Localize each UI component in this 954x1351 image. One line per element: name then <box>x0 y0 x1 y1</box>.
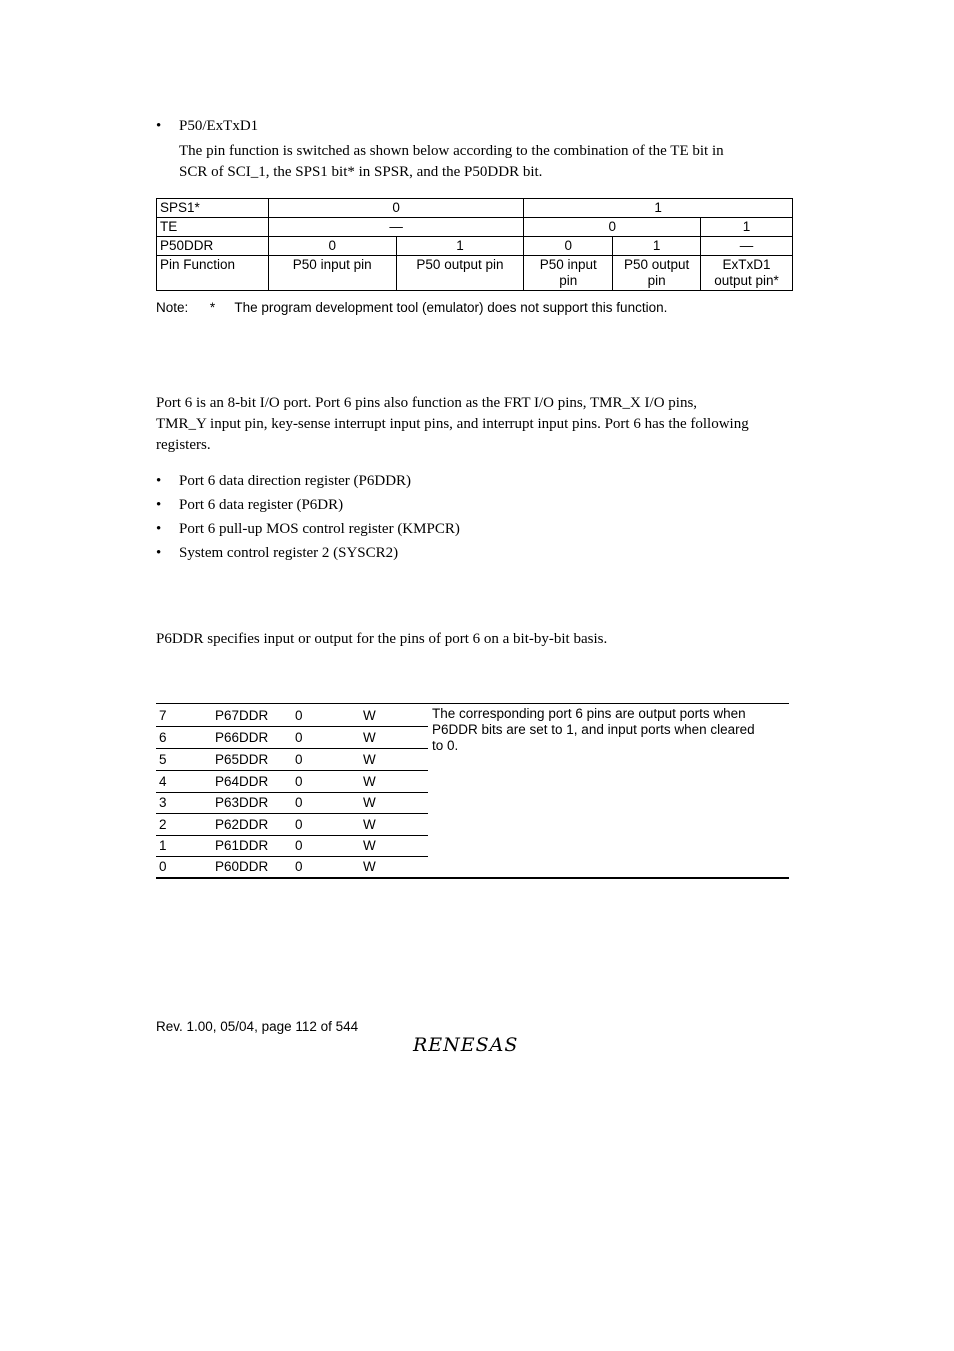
pin-function-table <box>156 198 793 291</box>
row-label-te: TE <box>157 218 269 237</box>
ddr-table-bottom-rule <box>156 877 789 879</box>
ddr-description-line: P6DDR bits are set to 1, and input ports when cleared <box>432 722 755 737</box>
table-cell <box>701 256 793 291</box>
bullet-icon: • <box>156 521 162 537</box>
table-cell: 0 <box>524 218 701 237</box>
row-label-sps1: SPS1* <box>157 199 269 218</box>
bit-number: 2 <box>159 817 167 832</box>
pin-description-line-1: The pin function is switched as shown below according to the combination of the TE bit in <box>179 143 724 159</box>
initial-value: 0 <box>295 774 303 789</box>
row-label-pin-function: Pin Function <box>157 256 269 291</box>
ddr-table-top-rule <box>156 703 789 704</box>
bullet-icon: • <box>156 497 162 513</box>
cell-line: P50 output <box>623 257 690 272</box>
table-note <box>156 300 667 315</box>
table-cell: 1 <box>396 237 524 256</box>
bullet-icon: • <box>156 545 162 561</box>
bit-name: P67DDR <box>215 708 269 723</box>
read-write: W <box>363 752 376 767</box>
table-row <box>157 199 793 218</box>
port6-line-2: TMR_Y input pin, key-sense interrupt input pins, and interrupt input pins. Port 6 has the following <box>156 416 749 432</box>
read-write: W <box>363 817 376 832</box>
read-write: W <box>363 859 376 874</box>
bit-name: P66DDR <box>215 730 269 745</box>
register-item: Port 6 data register (P6DR) <box>179 497 344 513</box>
table-cell: — <box>268 218 524 237</box>
read-write: W <box>363 774 376 789</box>
table-cell: P50 input pin <box>268 256 396 291</box>
pin-title: P50/ExTxD1 <box>179 118 259 134</box>
ddr-description-line: The corresponding port 6 pins are output ports when <box>432 706 746 721</box>
table-row <box>156 771 428 793</box>
table-row <box>156 727 428 749</box>
table-cell: — <box>701 237 793 256</box>
initial-value: 0 <box>295 730 303 745</box>
renesas-logo: RENESAS <box>413 1034 519 1056</box>
port6-line-3: registers. <box>156 437 211 453</box>
table-row <box>157 218 793 237</box>
bit-name: P60DDR <box>215 859 269 874</box>
ddr-description-line: to 0. <box>432 738 459 753</box>
cell-line: pin <box>647 273 666 288</box>
row-label-p50ddr: P50DDR <box>157 237 269 256</box>
table-row <box>156 835 428 857</box>
bit-number: 7 <box>159 708 167 723</box>
page-footer-info: Rev. 1.00, 05/04, page 112 of 544 <box>156 1019 359 1034</box>
table-row <box>157 256 793 291</box>
initial-value: 0 <box>295 752 303 767</box>
bullet-icon: • <box>156 473 162 489</box>
bit-name: P65DDR <box>215 752 269 767</box>
table-cell <box>613 256 701 291</box>
pin-description-line-2: SCR of SCI_1, the SPS1 bit* in SPSR, and the P50DDR bit. <box>179 164 543 180</box>
cell-line: ExTxD1 <box>722 257 771 272</box>
table-cell: 0 <box>268 237 396 256</box>
register-item: Port 6 pull-up MOS control register (KMPCR) <box>179 521 460 537</box>
bit-name: P63DDR <box>215 795 269 810</box>
bit-number: 0 <box>159 859 167 874</box>
table-cell: 1 <box>701 218 793 237</box>
table-row <box>156 705 428 727</box>
bit-number: 6 <box>159 730 167 745</box>
table-row <box>156 749 428 771</box>
ddr-description <box>432 706 755 754</box>
table-cell: 0 <box>268 199 524 218</box>
initial-value: 0 <box>295 708 303 723</box>
bit-number: 3 <box>159 795 167 810</box>
table-cell: 1 <box>613 237 701 256</box>
initial-value: 0 <box>295 859 303 874</box>
bit-name: P64DDR <box>215 774 269 789</box>
register-item: System control register 2 (SYSCR2) <box>179 545 399 561</box>
cell-line: P50 input <box>539 257 597 272</box>
bit-number: 4 <box>159 774 167 789</box>
note-label: Note: <box>156 300 189 315</box>
read-write: W <box>363 708 376 723</box>
read-write: W <box>363 795 376 810</box>
note-mark: * <box>209 300 216 315</box>
table-row <box>156 814 428 836</box>
bit-number: 5 <box>159 752 167 767</box>
bit-name: P62DDR <box>215 817 269 832</box>
read-write: W <box>363 838 376 853</box>
table-row <box>156 856 428 877</box>
table-cell <box>524 256 613 291</box>
port6-line-1: Port 6 is an 8-bit I/O port. Port 6 pins also function as the FRT I/O pins, TMR_X I/O pins, <box>156 395 698 411</box>
note-text: The program development tool (emulator) does not support this function. <box>234 300 668 315</box>
table-row <box>156 792 428 814</box>
table-cell: 0 <box>524 237 613 256</box>
p6ddr-description: P6DDR specifies input or output for the pins of port 6 on a bit-by-bit basis. <box>156 631 608 647</box>
cell-line: pin <box>559 273 578 288</box>
table-cell: 1 <box>524 199 793 218</box>
initial-value: 0 <box>295 838 303 853</box>
initial-value: 0 <box>295 817 303 832</box>
bit-number: 1 <box>159 838 167 853</box>
table-cell: P50 output pin <box>396 256 524 291</box>
bullet-icon: • <box>156 118 162 134</box>
register-item: Port 6 data direction register (P6DDR) <box>179 473 412 489</box>
initial-value: 0 <box>295 795 303 810</box>
cell-line: output pin* <box>714 273 779 288</box>
read-write: W <box>363 730 376 745</box>
bit-name: P61DDR <box>215 838 269 853</box>
table-row <box>157 237 793 256</box>
